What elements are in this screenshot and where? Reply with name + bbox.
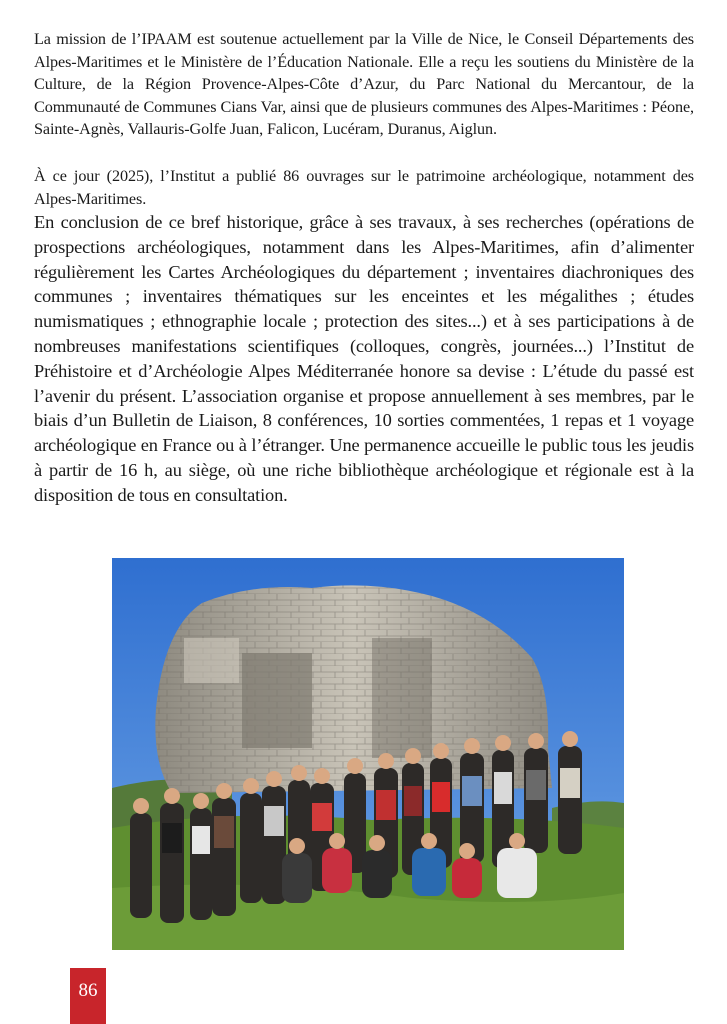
paragraph-conclusion: En conclusion de ce bref historique, grâce à ses travaux, à ses recherches (opérations de prospections archéologiques, notamment dans les Alpes-Maritimes, afin d’alimenter régulièrement les Cartes Archéologiques du département ; inventaires diachroniques des communes ; inventaires thématiques sur les enceintes et les mégalithes ; études numismatiques ; ethnographie locale ; protection des sites...) et à ses participations à de nombreuses manifestations scientifiques (colloques, congrès, journées...) l’Institut de Préhistoire et d’Archéologie Alpes Méditerranée honore sa devise : L’étude du passé est l’avenir du présent. L’association organise et propose annuellement à ses membres, par le biais d’un Bulletin de Liaison, 8 conférences, 10 sorties commentées, 1 repas et 1 voyage archéologique en France ou à l’étranger. Une permanence accueille le public tous les jeudis à partir de 16 h, au siège, où une riche bibliothèque archéologique et régionale est à la disposition de tous en consultation. <box>34 212 694 505</box>
paragraph-publications: À ce jour (2025), l’Institut a publié 86 ouvrages sur le patrimoine archéologique, notamment des Alpes-Maritimes. <box>34 167 694 208</box>
group-photo-ruins <box>112 558 624 950</box>
paragraph-ipaam-support: La mission de l’IPAAM est soutenue actuellement par la Ville de Nice, le Conseil Départements des Alpes-Maritimes et le Ministère de l’Éducation Nationale. Elle a reçu les soutiens du Ministère de la Culture, de la Région Provence-Alpes-Côte d’Azur, du Parc National du Mercantour, de la Communauté de Communes Cians Var, ainsi que de plusieurs communes des Alpes-Maritimes : Péone, Sainte-Agnès, Vallauris-Golfe Juan, Falicon, Lucéram, Duranus, Aiglun. <box>34 30 694 139</box>
page-number: 86 <box>70 968 106 1024</box>
ruin-recess <box>242 653 312 748</box>
